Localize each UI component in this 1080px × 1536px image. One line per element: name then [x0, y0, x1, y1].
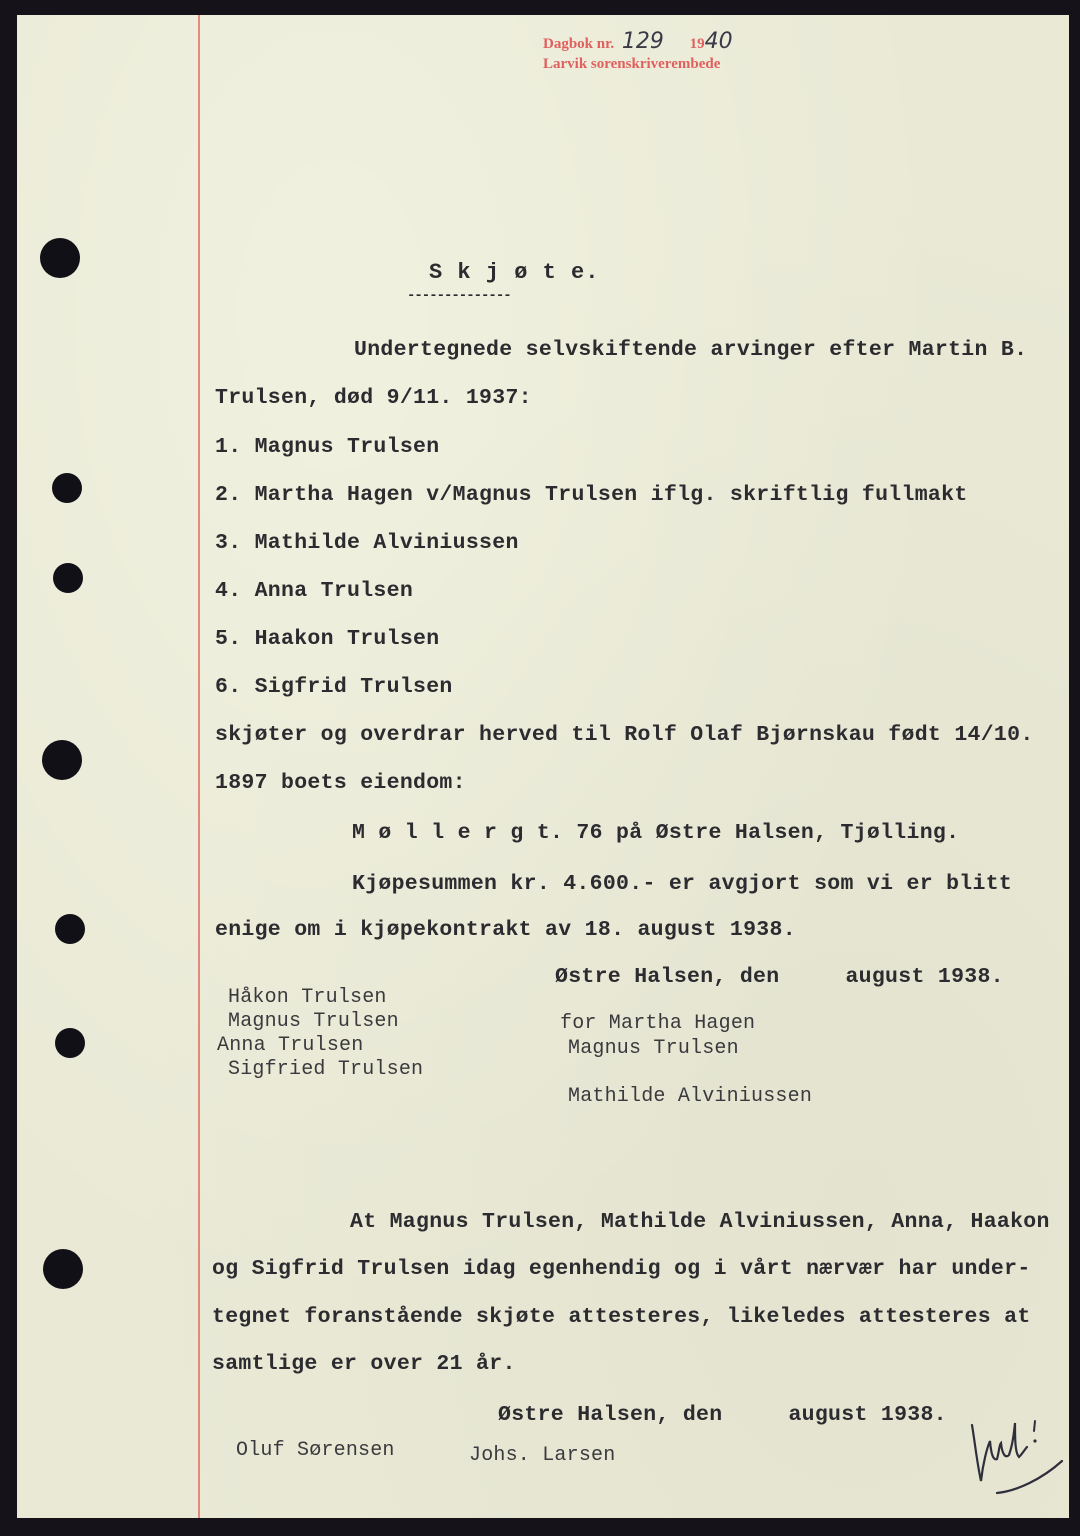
- witness-name: Oluf Sørensen: [236, 1439, 395, 1462]
- price-line: enige om i kjøpekontrakt av 18. august 1938.: [215, 918, 796, 942]
- signature-name: Magnus Trulsen: [228, 1010, 399, 1033]
- margin-line: [198, 15, 200, 1518]
- stamp-label: Dagbok nr.: [543, 36, 615, 52]
- signature-name: Anna Trulsen: [217, 1034, 364, 1057]
- document-page: [17, 15, 1069, 1518]
- handwritten-initials-icon: [957, 1413, 1067, 1503]
- punch-hole-icon: [42, 740, 82, 780]
- property-address: M ø l l e r g t. 76 på Østre Halsen, Tjølling.: [352, 821, 960, 845]
- heir-item: 1. Magnus Trulsen: [215, 435, 440, 459]
- price-line: Kjøpesummen kr. 4.600.- er avgjort som vi er blitt: [352, 872, 1013, 896]
- punch-hole-icon: [40, 238, 80, 278]
- signature-name: for Martha Hagen: [560, 1012, 756, 1035]
- transfer-line: 1897 boets eiendom:: [215, 771, 466, 795]
- registry-stamp: [543, 29, 733, 74]
- heir-item: 5. Haakon Trulsen: [215, 627, 440, 651]
- place-date: Østre Halsen, den august 1938.: [498, 1403, 947, 1427]
- stamp-year-prefix: 19: [689, 36, 705, 52]
- intro-line: Undertegnede selvskiftende arvinger efter Martin B.: [354, 338, 1028, 362]
- attestation-line: og Sigfrid Trulsen idag egenhendig og i vårt nærvær har under-: [212, 1257, 1031, 1281]
- punch-hole-icon: [55, 914, 85, 944]
- signature-name: Magnus Trulsen: [568, 1037, 739, 1060]
- heir-item: 3. Mathilde Alviniussen: [215, 531, 519, 555]
- title-underline: --------------: [407, 288, 511, 304]
- punch-hole-icon: [43, 1249, 83, 1289]
- stamp-year-suffix: 40: [704, 29, 733, 54]
- heir-item: 2. Martha Hagen v/Magnus Trulsen iflg. skriftlig fullmakt: [215, 483, 968, 507]
- attestation-line: samtlige er over 21 år.: [212, 1352, 516, 1376]
- place-date: Østre Halsen, den august 1938.: [555, 965, 1004, 989]
- heir-item: 4. Anna Trulsen: [215, 579, 414, 603]
- attestation-line: tegnet foranstående skjøte attesteres, likeledes attesteres at: [212, 1305, 1031, 1329]
- intro-line: Trulsen, død 9/11. 1937:: [215, 386, 532, 410]
- stamp-office: Larvik sorenskriverembede: [543, 56, 721, 72]
- attestation-line: At Magnus Trulsen, Mathilde Alviniussen, Anna, Haakon: [350, 1210, 1050, 1234]
- heir-item: 6. Sigfrid Trulsen: [215, 675, 453, 699]
- document-title: S k j ø t e.: [429, 260, 600, 285]
- punch-hole-icon: [52, 473, 82, 503]
- dagbok-number: 129: [621, 29, 664, 54]
- signature-name: Håkon Trulsen: [228, 986, 387, 1009]
- witness-name: Johs. Larsen: [469, 1444, 616, 1467]
- transfer-line: skjøter og overdrar herved til Rolf Olaf Bjørnskau født 14/10.: [215, 723, 1034, 747]
- punch-hole-icon: [53, 563, 83, 593]
- signature-name: Sigfried Trulsen: [228, 1058, 424, 1081]
- signature-name: Mathilde Alviniussen: [568, 1085, 813, 1108]
- punch-hole-icon: [55, 1028, 85, 1058]
